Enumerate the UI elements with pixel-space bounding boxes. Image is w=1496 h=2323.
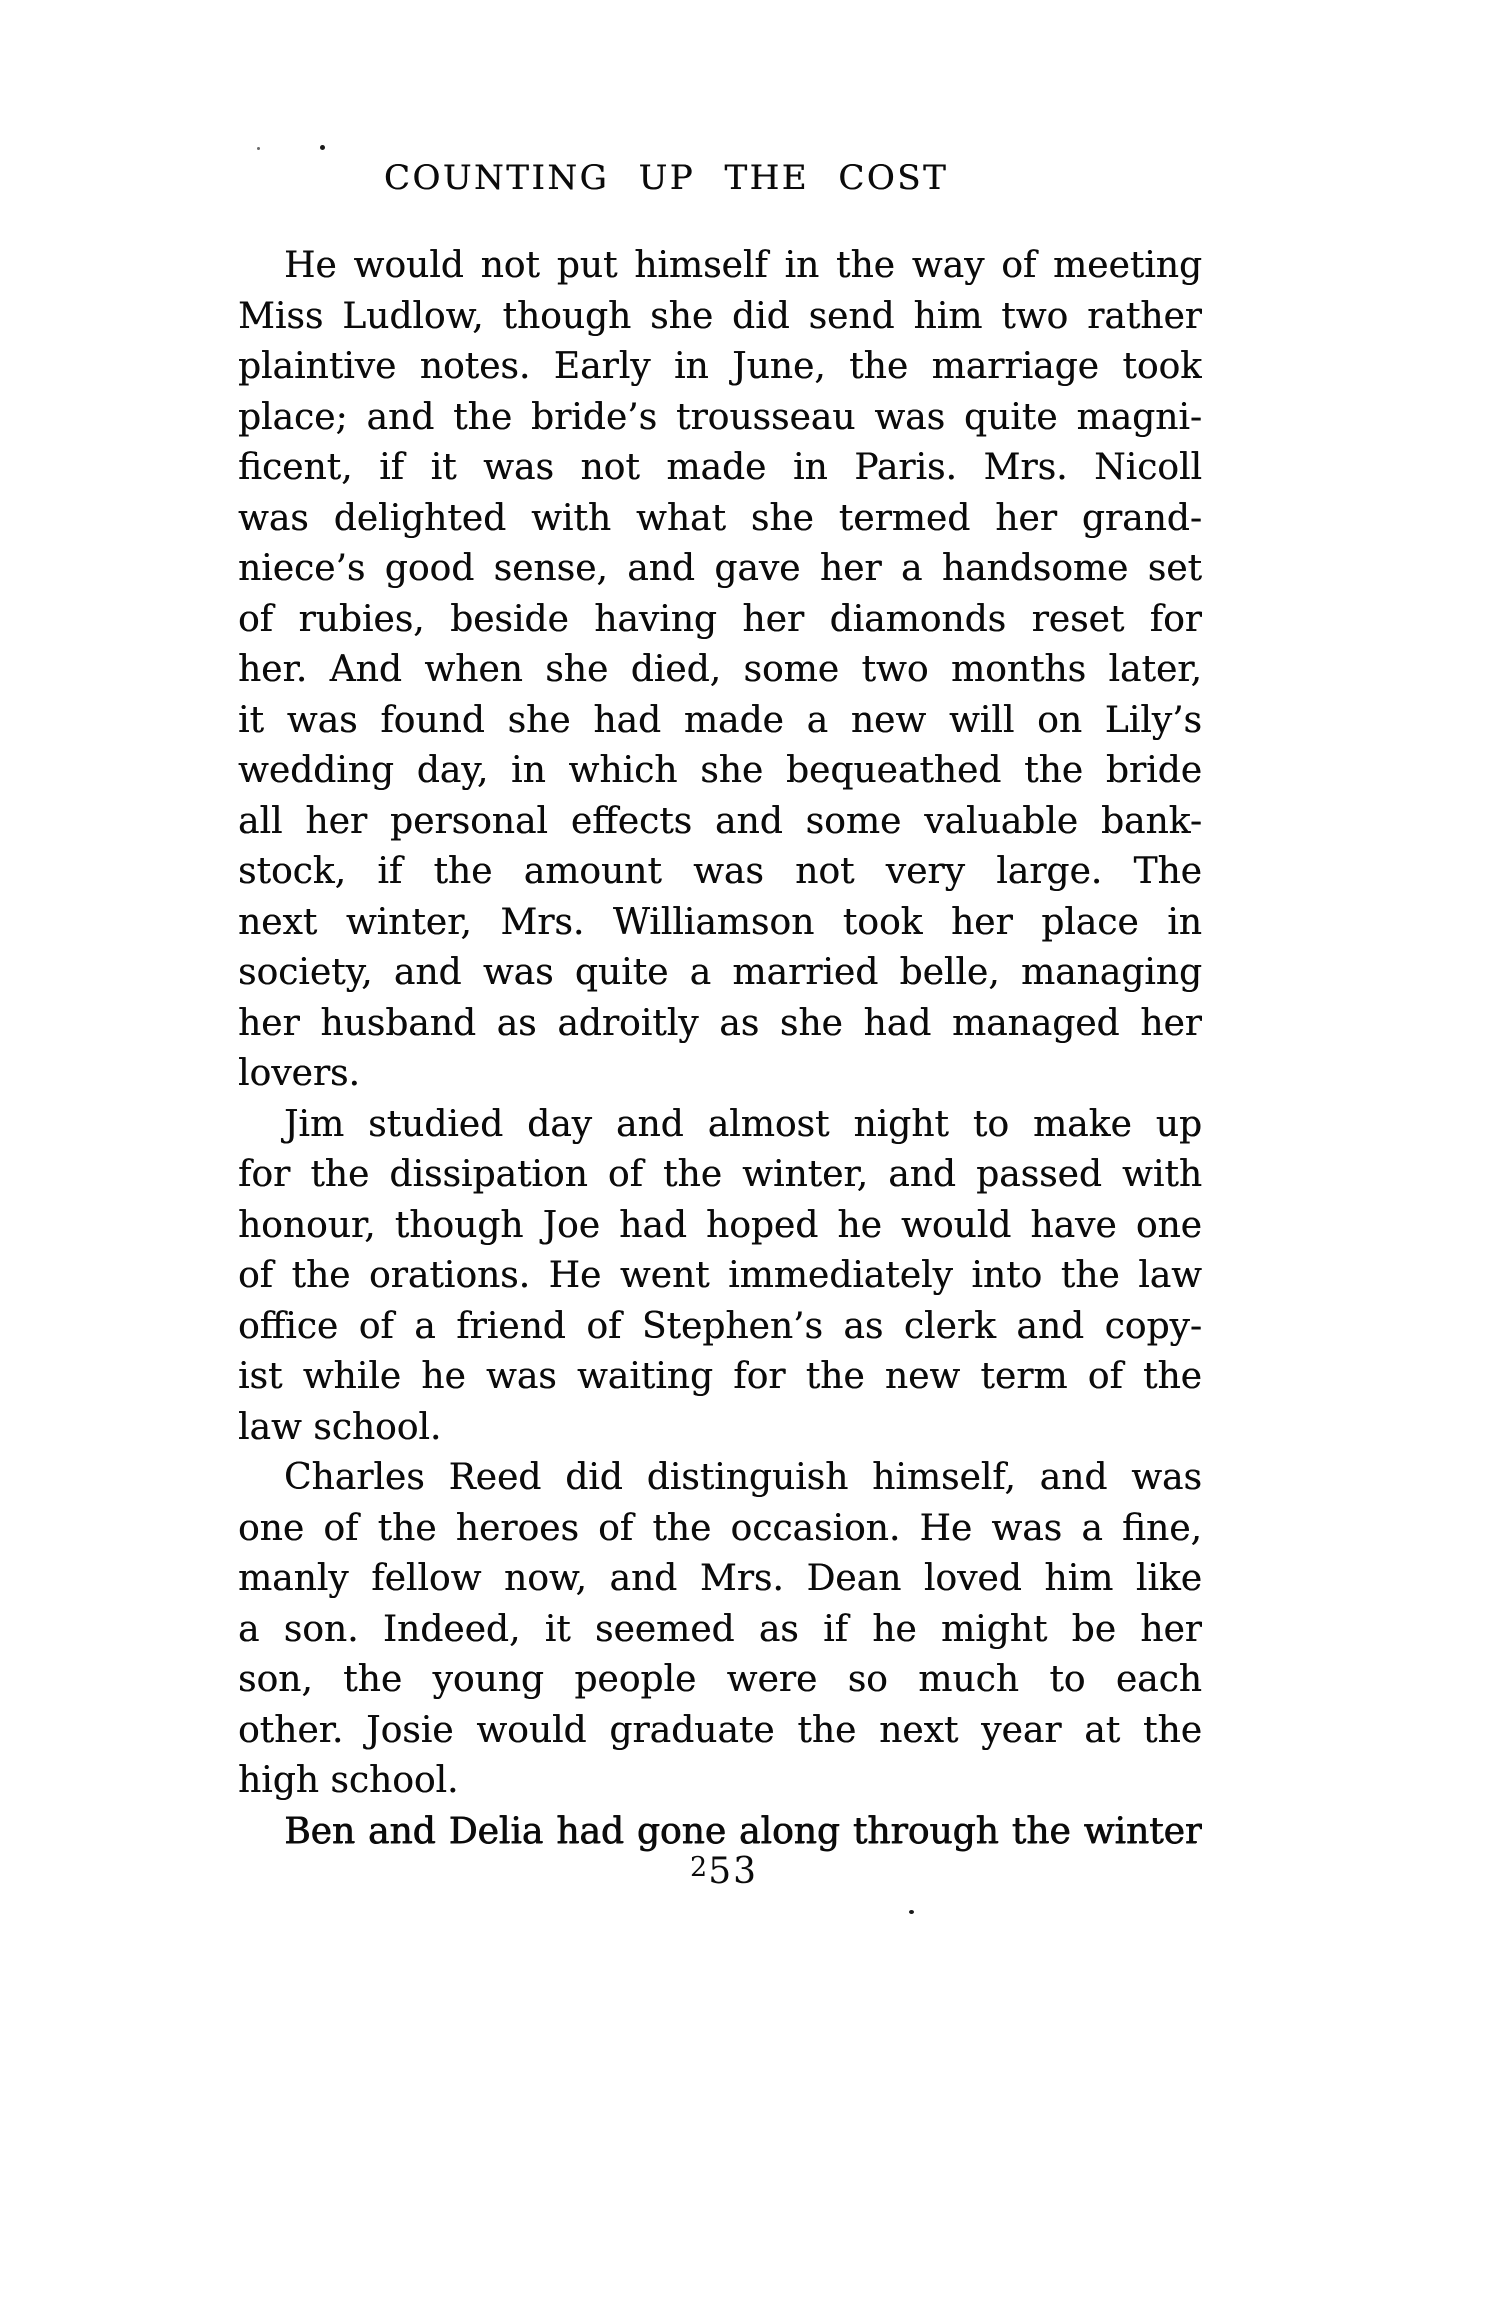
text-line: niece’s good sense, and gave her a handsome set	[238, 548, 1202, 589]
page-number-superscript: 2	[690, 1852, 709, 1883]
paragraph-2	[238, 1100, 1202, 1454]
page-number	[690, 1846, 758, 1890]
text-line: honour, though Joe had hoped he would have one	[238, 1204, 1202, 1246]
text-line: lovers.	[238, 1053, 360, 1094]
text-line: all her personal effects and some valuable bank-	[238, 800, 1202, 842]
text-line: other. Josie would graduate the next year at the	[238, 1709, 1202, 1751]
text-line: ist while he was waiting for the new term of the	[238, 1356, 1202, 1397]
paragraph-3	[238, 1453, 1202, 1807]
scan-speck	[257, 147, 260, 150]
text-line: stock, if the amount was not very large. The	[238, 851, 1202, 892]
text-line: wedding day, in which she bequeathed the bride	[238, 750, 1202, 791]
text-line: high school.	[238, 1760, 459, 1801]
text-line: son, the young people were so much to each	[238, 1659, 1202, 1700]
text-line: He would not put himself in the way of meeting	[284, 245, 1202, 286]
text-line: of rubies, beside having her diamonds reset for	[238, 598, 1202, 640]
text-line: it was found she had made a new will on Lily’s	[238, 699, 1202, 741]
text-line: ficent, if it was not made in Paris. Mrs. Nicoll	[238, 447, 1202, 488]
text-line: a son. Indeed, it seemed as if he might be her	[238, 1608, 1202, 1650]
page-body	[238, 241, 1202, 1857]
paragraph-1	[238, 241, 1202, 1100]
text-line: Charles Reed did distinguish himself, and was	[284, 1457, 1202, 1498]
text-line: Jim studied day and almost night to make up	[284, 1103, 1202, 1145]
text-line: her husband as adroitly as she had managed her	[238, 1002, 1202, 1044]
text-line: her. And when she died, some two months later,	[238, 649, 1202, 690]
scan-speck	[909, 1910, 914, 1914]
text-line: society, and was quite a married belle, managing	[238, 952, 1202, 993]
text-line: was delighted with what she termed her grand-	[238, 497, 1202, 539]
scan-speck	[320, 145, 325, 150]
text-line: manly fellow now, and Mrs. Dean loved him like	[238, 1558, 1202, 1599]
text-line: one of the heroes of the occasion. He was a fine,	[238, 1507, 1202, 1549]
text-line: next winter, Mrs. Williamson took her place in	[238, 901, 1202, 943]
text-line: Miss Ludlow, though she did send him two rather	[238, 295, 1202, 337]
text-line: place; and the bride’s trousseau was quite magni-	[238, 396, 1202, 438]
text-line: office of a friend of Stephen’s as clerk and copy-	[238, 1305, 1202, 1347]
text-line: of the orations. He went immediately into the law	[238, 1255, 1202, 1296]
text-line: plaintive notes. Early in June, the marriage took	[238, 346, 1202, 387]
text-line: Ben and Delia had gone along through the winter	[284, 1810, 1202, 1852]
text-line: for the dissipation of the winter, and passed with	[238, 1154, 1202, 1195]
running-head: COUNTING UP THE COST	[383, 158, 949, 198]
text-line: law school.	[238, 1406, 442, 1448]
page-number-digits: 53	[708, 1851, 758, 1892]
